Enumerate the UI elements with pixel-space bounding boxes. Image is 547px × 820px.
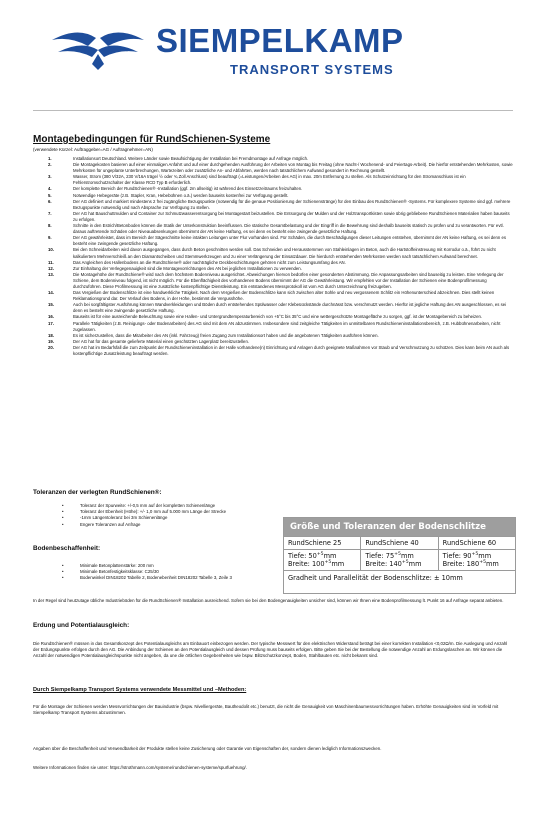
table-row [284,549,515,570]
siempelkamp-wings-logo-icon [48,24,148,72]
floor-list [62,563,282,582]
condition-number: 8. [48,223,52,229]
column-header: RundSchiene 25 [288,539,342,547]
condition-number: 3. [48,174,52,180]
list-item: • Toleranz der Ebenheit (Höhe): +/- 1,0 mm auf 5.000 mm Länge der Strecke [62,509,282,515]
condition-number: 10. [48,247,54,253]
condition-number: 17. [48,320,54,326]
condition-text: Der AG hat für das gesamte gelieferte Material einen geschützten Lagerplatz bereitzustellen. [73,338,250,344]
condition-text: Installationsort Deutschland. Weitere Länder sowie Beaufsichtigung der Installation bei Fremdmontage auf Anfrage möglich. [73,156,309,161]
list-item: • -1mm Längentoleranz bei 3m Schienenlänge [62,515,282,521]
condition-number: 14. [48,290,54,296]
condition-number: 4. [48,186,52,192]
condition-number: 15. [48,302,54,308]
condition-item [48,235,514,247]
condition-text: Wasser, Strom (380 V/32A, 230 V/16A träge/ ½ oder ¾ Zoll Anschluss) sind beauftragt (=Leistungen/Arbeiten des AG) in max. 20m Entfernung zu stellen. Als Schutzeinrichtung für den Stromanschluss ist ein Fehlerstromschutzschalter der Klasse RCD Typ B erforderlich. [73,174,466,186]
condition-item [48,211,514,223]
condition-number: 2. [48,162,52,168]
condition-number: 19. [48,338,54,344]
brand-name: SIEMPELKAMP [156,22,404,59]
list-item: • Minimale Betonplattenstärke: 200 mm [62,563,282,569]
condition-text: Das Vergießen der Bodenschlitze ist eine handwerkliche Tätigkeit. Nach dem Vergießen der Bodenschlitze kann sich zwischen alter Sohle und neu vergossenem Schlitz ein Höhenunterschied abzeichnen. Dies stellt keinen Reklamationsgrund dar. Der Verlauf des Bodens, in der Höhe, bestimmt die Vergusshöhe. [73,290,495,302]
condition-number: 1. [48,156,52,161]
condition-item [48,290,514,302]
table-cell: Tiefe: $50^{+5}mm$ Breite: $100^{+5}mm$ [288,552,345,569]
condition-number: 12. [48,265,54,271]
company-logo [48,22,478,80]
floor-note: In der Regel sind heutzutage übliche Industrieböden für die RundSchienen® Installation ausreichend. Sofern sie bei den Bodengenauigkeiten unsicher sind, können wir Ihnen eine Bodenprofilmessung lt. Punkt 16 auf Anfrage separat anbieten. [33,598,504,603]
condition-text: Es ist sicherzustellen, dass die Mitarbeiter des AN (inkl. Fahrzeug) freien Zugang zum Installationsort haben und die angebotenen Tätigkeiten ausführen können. [73,332,379,338]
condition-item [48,162,514,174]
condition-text: Das Angleichen des Hallenbodens an die RundSchiene® oder nachträgliche Deckbeschichtungen gehören nicht zum Leistungsumfang des AN. [73,259,346,265]
condition-item [48,199,514,211]
condition-text: Der AG hat im Bedarfsfall die zum Zeitpunkt der Rundschieneninstallation in der Halle vorhandene(n) Einrichtung und Anlagen durch geeignete Maßnahmen vor Staub und Verschmutzung zu schützen. Dies kann beim AN auch als kostenpflichtige Zusatzleistung beauftragt werden. [73,344,510,356]
condition-number: 9. [48,235,52,241]
condition-text: Zur Einhaltung der Verlegegenauigkeit sind die Montagevorrichtungen des AN bei jeglichen Installationen zu verwenden. [73,265,302,271]
condition-text: Die Montagekosten basieren auf einer einmaligen Anfahrt und auf einer durchgehenden Ausführung der Arbeiten von Montag bis Freitag (ohne Nacht-/ Wochenend- und Feiertags-Arbeit). Die hierfür entstehenden Mehrkosten, sowie Mehrkosten für ungeplante Unterbrechungen, Wartezeiten oder zusätzliche An- und Abfahrten, werden nach tatsächlichem Aufwand gesondert in Rechnung gestellt. [73,162,513,174]
condition-item [48,302,514,314]
condition-text: Der AG definiert und markiert mindestens 2 frei zugängliche Bezugspunkte (notwendig für die genaue Positionierung der Schienenstränge) für den Einbau des RundSchienen® -Systems. Für komplexere Systeme sind ggf. mehrere Bezugspunkte notwendig und nach Absprache zur Verfügung zu stellen. [73,198,511,210]
condition-text: Schnitte in den Estrich/Betonboden können die Statik der Unterkonstruktion beeinflussen. Die statische Gesamtbelastung und der Eingriff in die Bewehrung sind deshalb bauseits statisch zu prüfen und zu verantworten. Für evtl. daraus auftretende Schäden oder Niveauabsenkungen übernimmt der AN keine Haftung, es sei denn es besteht eine zwingende gesetzliche Haftung. [73,223,504,235]
list-item: • Toleranz der Spurweite: +/-0,5 mm auf der kompletten Schienenlänge [62,503,282,509]
condition-item [48,345,514,357]
condition-number: 18. [48,332,54,338]
condition-text: Notwendige Hebegeräte (z.B. Stapler, Kran, Hebebühnen o.ä.) werden bauseits kostenfrei zur Verfügung gestellt. [73,192,289,198]
condition-number: 5. [48,192,52,198]
measuring-text: Für die Montage der Schienen werden Messvorrichtungen der Bauindustrie (bspw. Nivelliergeräte, Bautheodolit etc.) benutzt, die nicht die Genauigkeit von Maschinenbaumessvorrichtungen haben. Erhöhte Genauigkeiten sind im Vorfeld mit Siempelkamp Transport Systems abzustimmen. [33,704,499,716]
condition-item [48,174,514,186]
column-header: RundSchiene 60 [438,537,515,549]
further-info: Weitere Informationen finden sie unter: https://strothmann.com/systeme/rundschienen-systeme/spurfuehrung/. [33,765,247,770]
list-item: • Engere Toleranzen auf Anfrage [62,522,282,528]
header-divider [33,110,513,111]
condition-text: Der AG hat Bauschuttmulden und Container zur Schmutzwasserentsorgung bei Montagestart beizustellen. Die Entsorgung der Mulden und der Holztransportkisten sowie übrig gebliebene RundSchienen Materialien haben bauseits zu erfolgen. [73,210,510,222]
condition-item [48,272,514,290]
slot-tolerance-table [283,517,516,594]
table-header-row [284,536,515,549]
grounding-heading: Erdung und Potentialausgleich: [33,622,130,629]
tolerances-heading: Toleranzen der verlegten RundSchienen®: [33,489,162,496]
condition-number: 20. [48,344,54,350]
condition-item [48,321,514,333]
condition-item [48,223,514,235]
condition-text: Auch bei sorgfältigster Ausführung können Wandverkleidungen und Böden durch entstehendes Spülwasser oder Klebeüückstände durchnässt bzw. verschmutzt werden. Hierfür ist jegliche Haftung des AN ausgeschlossen, es sei denn es besteht eine zwingende gesetzliche Haftung. [73,302,507,314]
condition-number: 11. [48,259,54,265]
measuring-heading: Durch Siempelkamp Transport Systems verwendete Messmittel und –Methoden: [33,687,247,693]
condition-number: 13. [48,271,54,277]
condition-text: Der komplette Bereich der RundSchienen® -Installation (ggf. 2m allseitig) ist während des Einsetzzeitraums freizuhalten. [73,186,303,192]
list-item: • Bodenwinkel DIN18202 Tabelle 2, Bodenebenheit DIN18202 Tabelle 3, Zeile 3 [62,575,282,581]
conditions-list [48,156,514,357]
disclaimer: Angaben über die Beschaffenheit und Verwendbarkeit der Produkte stellen keine Zusicherung oder Garantie von Eigenschaften der, sondern dienen lediglich Informationszwecken. [33,746,382,751]
table-cell: Tiefe: $75^{+5}mm$ Breite: $140^{+5}mm$ [360,550,437,570]
condition-number: 6. [48,198,52,204]
table-title: Größe und Toleranzen der Bodenschlitze [284,518,515,536]
tolerances-list [62,503,282,528]
abbreviations-note: (verwendete Kürzel: Auftraggeber=AG / Auftragnehmer=AN) [33,147,153,152]
condition-item [48,247,514,259]
condition-text: Bauseits ist für eine ausreichende Beleuchtung sowie eine Hallen- und Untergrundtemperaturbereich von +5°C bis 35°C und eine wettergeschützte Montagefläche zu sorgen, ggf. ist der Montagebereich zu beheizen. [73,314,483,320]
condition-text: Der AG gewährleistet, dass im Bereich der Sägeschnitte keine intakten Leitungen unter Flur vorhanden sind. Für Schäden, die durch Beschädigungen dieser Leitungen entstehen, übernimmt der AN keine Haftung, es sei denn es besteht eine zwingende gesetzliche Haftung. [73,235,507,247]
column-header: RundSchiene 40 [360,537,437,549]
condition-text: Die Montagehöhe der RundSchiene® wird nach dem höchstem Bodenniveau ausgerichtet. Abweichungen hiervon bedürfen einer gesonderten Abstimmung. Die Anpassungsarbeiten sind bauseitig zu leisten. Eine Verlegung der Schiene, dem Bodenniveau folgend, ist nicht möglich. Für die Ebenflächigkeit des vorhandenen Bodens übernimmt der AG die Gewährleistung. Wir empfehlen vor der Installation der Schienen eine Bodenprofilmessung durchzuführen. Diese Profilmessung ist eine zusätzliche kostenpflichtige Dienstleistung. Ein entstandenes Messprotokoll ist vom AG durch Unterzeichnung freizugeben. [73,271,504,289]
floor-heading: Bodenbeschaffenheit: [33,545,101,552]
grounding-text: Die RundSchienen® müssen in das Gesamtkonzept des Potentialausgleichs am Einbauort einbezogen werden. Der typische Messwert für den elektrischen Widerstand beträgt bei einer korrekten Installation <0,02Ω/m. Die Auslegung und Anzahl der Erdungspunkte erfolgen durch den AG. Die Anbindung der Schienen an den Potentialausgleich und dessen Prüfung muss bauseits erfolgen. Bitte geben Sie bei der Bestellung die notwendige Anzahl an Erdungslaschen an. Wir können die Anzahl der notwendigen Potentialausgleichspunkte nicht angeben, da une die örtlichen Gegebenheiten wie bspw. Blitzschutzkonzept, Boden, Stahlbauten etc. nicht bekannt sind. [33,641,508,659]
document-title: Montagebedingungen für RundSchienen-Systeme [33,134,271,145]
condition-text: Parallele Tätigkeiten (z.B. Reinigungs- oder Bodenarbeiten) des AG sind mit dem AN abzustimmen. Insbesondere sind zeitgleiche Tätigkeiten im unmittelbaren Rundschieneninstallationsbereich, z.B. Hubbühnenarbeiten, nicht zugelassen. [73,320,501,332]
condition-number: 16. [48,314,54,320]
brand-subtitle: TRANSPORT SYSTEMS [230,62,394,77]
table-footer: Gradheit und Parallelität der Bodenschlitze: ± 10mm [284,570,515,585]
table-cell: Tiefe: $90^{+5}mm$ Breite: $180^{+5}mm$ [438,550,515,570]
list-item: • Minimale Betonfestigkeitsklasse: C25/30 [62,569,282,575]
condition-number: 7. [48,210,52,216]
condition-text: Bei den Schneidarbeiten wird davon ausgegangen, dass durch Beton geschnitten werden soll. Das Schneiden und Herausstemmen von Stahleinlagen im Beton, auch die Hartstoffeinstreuung mit Korrodur o.ä., führt zu nicht kalkuliertem Mehrverschleiß an den Diamantscheiben und Stemmwerkzeugen und zu einer Verlängerung der Einsatzdauer. Die hierdurch entstehenden Mehrkosten werden nach tatsächlichem Aufwand berechnet. [73,247,496,259]
